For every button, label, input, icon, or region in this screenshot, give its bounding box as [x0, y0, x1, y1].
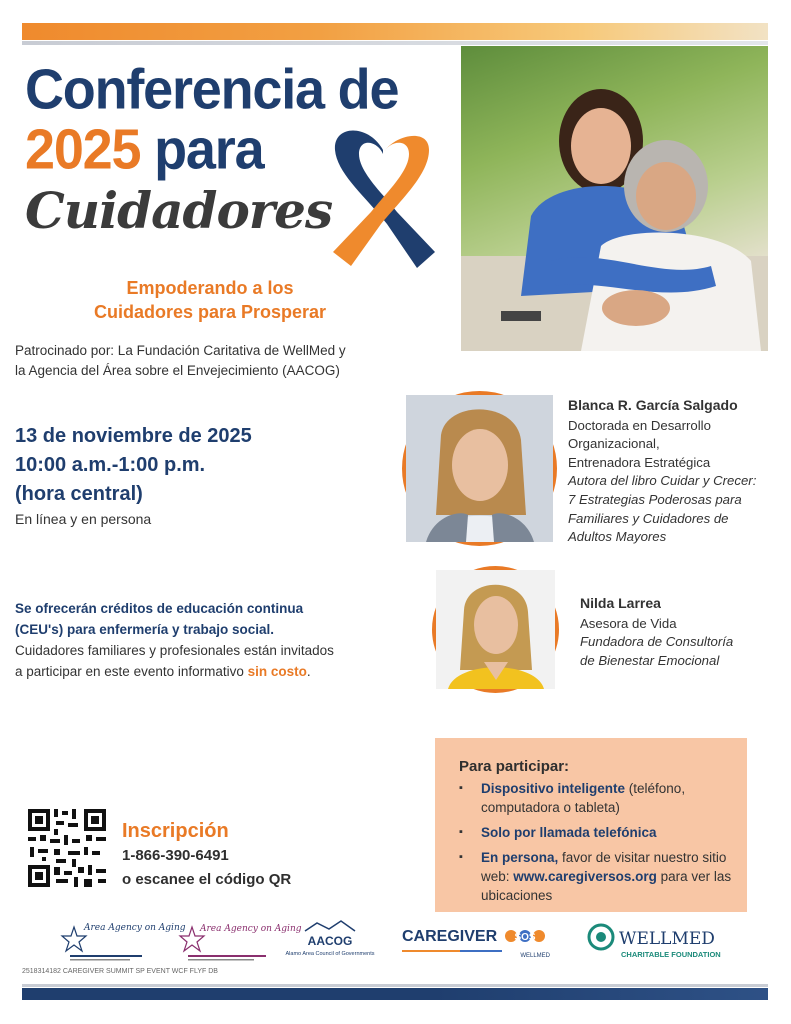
participation-item-in-person	[459, 848, 733, 905]
caregiver-sos-logo	[400, 917, 560, 967]
aacog-text: AACOG	[307, 934, 353, 948]
area-agency-on-aging-logo-2	[178, 917, 302, 967]
subtitle-line-1: Empoderando a los	[126, 278, 294, 298]
speaker-2-info	[580, 594, 770, 670]
speaker-2-portrait	[436, 570, 555, 689]
speaker-1-role-2: Organizacional,	[568, 436, 660, 452]
sponsor-line-2: la Agencia del Área sobre el Envejecimiento (AACOG)	[15, 363, 340, 378]
title-para: para	[140, 118, 264, 181]
aacog-logo	[285, 917, 375, 967]
hero-photo-illustration	[461, 46, 768, 351]
title-year: 2025	[25, 118, 141, 181]
speaker-2-title-1: Fundadora de Consultoría	[580, 634, 734, 650]
item-inperson-end: para ver las ubicaciones	[481, 869, 732, 903]
item-device-bold: Dispositivo inteligente	[481, 781, 626, 796]
bottom-navy-bar	[22, 988, 768, 1000]
event-datetime	[15, 422, 375, 527]
bottom-divider	[22, 984, 768, 987]
speaker-1-name: Blanca R. García Salgado	[568, 397, 738, 413]
wellmed-foundation-logo	[585, 917, 760, 967]
speaker-1-info	[568, 396, 778, 547]
caregiver-sub: WELLMED	[520, 953, 550, 959]
speaker-2-photo	[432, 566, 559, 693]
event-time: 10:00 a.m.-1:00 p.m.	[15, 454, 206, 476]
speaker-1-book-1: Autora del libro Cuidar y Crecer:	[568, 473, 757, 489]
qr-code-icon[interactable]	[28, 809, 106, 887]
speaker-1-book-3: Familiares y Cuidadores de	[568, 510, 729, 526]
speaker-2-title-2: de Bienestar Emocional	[580, 652, 720, 668]
area-agency-on-aging-logo-1	[60, 917, 186, 967]
ceu-end: .	[306, 664, 311, 679]
participation-item-phone	[459, 823, 733, 842]
sponsor-logos	[60, 917, 760, 967]
sponsor-text	[15, 341, 415, 381]
item-device-text: (teléfono, computadora o tableta)	[481, 781, 686, 815]
speaker-1-photo	[402, 391, 557, 546]
participation-heading: Para participar:	[459, 758, 570, 775]
registration-heading: Inscripción	[122, 820, 229, 842]
top-divider	[22, 41, 768, 45]
event-timezone: (hora central)	[15, 483, 143, 505]
speaker-1-role-1: Doctorada en Desarrollo	[568, 417, 711, 433]
hero-photo-caregivers	[461, 46, 768, 351]
event-date: 13 de noviembre de 2025	[15, 425, 252, 447]
speaker-1-portrait	[406, 395, 553, 542]
sponsor-line-1: Patrocinado por: La Fundación Caritativa de WellMed y	[15, 343, 346, 358]
sos-text: SOS	[514, 932, 536, 943]
registration-phone[interactable]: 1-866-390-6491	[122, 847, 229, 864]
ceu-text: Cuidadores familiares y profesionales están invitados a participar en este evento informativo	[15, 643, 334, 679]
speaker-2-name: Nilda Larrea	[580, 595, 661, 611]
website-link[interactable]: www.caregiversos.org	[513, 869, 657, 884]
event-subtitle	[60, 276, 360, 324]
aacog-sub: Alamo Area Council of Governments	[285, 951, 375, 957]
speaker-2-role-1: Asesora de Vida	[580, 615, 677, 631]
top-gradient-bar	[22, 23, 768, 40]
fine-print: 2518314182 CAREGIVER SUMMIT SP EVENT WCF FLYF DB	[22, 968, 218, 975]
title-line-3: Cuidadores	[25, 181, 333, 240]
ceu-paragraph	[15, 598, 335, 682]
event-mode: En línea y en persona	[15, 511, 152, 527]
ceu-free: sin costo	[247, 664, 307, 679]
caregiver-text: CAREGIVER	[402, 928, 498, 945]
logo-1-text: Area Agency on Aging	[84, 923, 186, 933]
speaker-1-role-3: Entrenadora Estratégica	[568, 454, 711, 470]
item-inperson-text: favor de visitar nuestro sitio web:	[481, 850, 727, 884]
item-phone-bold: Solo por llamada telefónica	[481, 825, 657, 840]
item-inperson-bold: En persona,	[481, 850, 559, 865]
subtitle-line-2: Cuidadores para Prosperar	[93, 302, 327, 322]
speaker-1-book-2: 7 Estrategias Poderosas para	[568, 491, 742, 507]
speaker-1-book-4: Adultos Mayores	[568, 529, 667, 545]
participation-box	[435, 738, 747, 912]
title-line-1: Conferencia de	[25, 58, 399, 121]
logo-2-text: Area Agency on Aging	[200, 924, 302, 934]
participation-list	[459, 779, 733, 905]
wellmed-sub: CHARITABLE FOUNDATION	[621, 950, 721, 959]
registration-qr-text: o escanee el código QR	[122, 871, 292, 888]
wellmed-text: WELLMED	[619, 929, 715, 949]
ceu-lead: Se ofrecerán créditos de educación continua (CEU's) para enfermería y trabajo social.	[15, 601, 304, 637]
awareness-ribbon-icon	[325, 120, 440, 275]
participation-item-device	[459, 779, 733, 817]
registration-block	[122, 818, 291, 892]
